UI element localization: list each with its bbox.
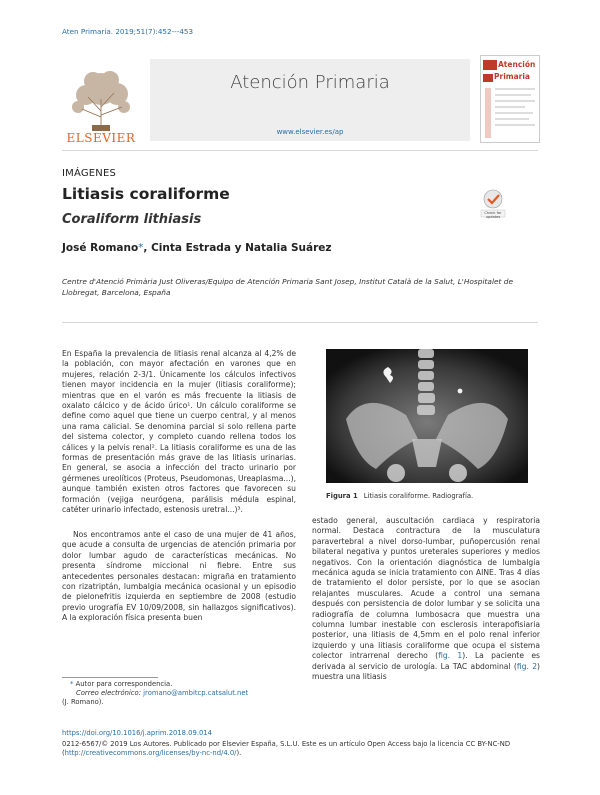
body-text: ). La paciente es derivada al servicio de urología. La TAC abdominal (	[312, 651, 540, 671]
radiograph-image	[326, 349, 528, 483]
author-first: José Romano	[62, 242, 139, 254]
header-divider	[62, 150, 538, 151]
figure-1-reference-link[interactable]: fig. 1	[438, 651, 463, 661]
license-text-end: ).	[236, 749, 242, 758]
footnote-email-label: Correo electrónico:	[76, 689, 141, 698]
check-updates-label: Check for updates	[484, 211, 502, 219]
correspondence-footnote	[62, 680, 302, 708]
author-list	[62, 242, 332, 254]
body-column-right	[312, 516, 540, 683]
author-email-link[interactable]: jromano@ambitcp.catsalut.net	[143, 689, 249, 698]
cover-title-bottom: Primaria	[494, 72, 530, 81]
affiliation-divider	[62, 322, 538, 323]
journal-cover-thumbnail	[480, 55, 540, 143]
section-label: IMÁGENES	[62, 168, 117, 179]
license-statement	[62, 740, 540, 759]
corresponding-author-marker[interactable]: *	[138, 242, 144, 254]
figure-1-caption	[326, 492, 536, 500]
body-column-left-bottom	[62, 530, 296, 624]
cover-title-top: Atención	[498, 60, 536, 69]
body-paragraph-2: Nos encontramos ante el caso de una mujer de 41 años, que acude a consulta de urgencias de atención primaria por dolor lumbar agudo de características mecánicas. No presenta síndrome miccional ni fiebre. Entre sus antecedentes personales destacan: migraña en tratamiento con rizatriptán, lumbalgia mecánica ocasional y un episodio de pielonefritis izquierda en septiembre de 2008 (estudio previo urografía EV 10/09/2008, sin hallazgos significativos). A la exploración física presenta buen	[62, 530, 296, 623]
figure-caption-text: Litiasis coraliforme. Radiografía.	[363, 492, 474, 500]
doi-link[interactable]: https://doi.org/10.1016/j.aprim.2018.09.014	[62, 729, 212, 737]
body-text: ) muestra una litiasis	[312, 661, 540, 682]
author-affiliation: Centre d'Atenció Primària Just Oliveras/Equipo de Atención Primaria Sant Josep, Institut Català de la Salut, L'Hospitalet de Llobregat, Barcelona, España	[62, 277, 514, 297]
figure-2-reference-link[interactable]: fig. 2	[516, 661, 538, 671]
footnote-marker: *	[70, 680, 74, 688]
footnote-divider	[62, 677, 158, 678]
author-rest: , Cinta Estrada y Natalia Suárez	[143, 242, 332, 254]
figure-1-radiograph	[326, 349, 528, 483]
publisher-name: ELSEVIER	[66, 131, 136, 145]
body-paragraph-3	[312, 516, 540, 683]
footnote-name: (J. Romano).	[62, 698, 104, 707]
license-text: 0212-6567/© 2019 Los Autores. Publicado por Elsevier España, S.L.U. Este es un artículo Open Access bajo la licencia CC BY-NC-ND (	[62, 740, 511, 758]
license-url-link[interactable]: http://creativecommons.org/licenses/by-nc-nd/4.0/	[64, 749, 237, 758]
article-title: Litiasis coraliforme	[62, 185, 230, 203]
check-for-updates-button[interactable]	[477, 187, 509, 219]
body-paragraph-1: En España la prevalencia de litiasis renal alcanza al 4,2% de la población, con mayor afectación en varones que en mujeres, relación 2-3/1. Únicamente los cálculos infectivos tienen mayor incidencia en la mujer (litiasis coraliforme); mientras que en el varón es más frecuente la litiasis de oxalato cálcico y de ácido úrico¹. Un cálculo coraliforme se define como aquel que tiene un cuerpo central, y al menos una rama calicial. Se denomina parcial si solo rellena parte del sistema colector, y completo cuando rellena todos los cálices y la pelvis renal². La litiasis coraliforme es una de las formas de presentación más grave de las litiasis urinarias. En general, se asocia a infección del tracto urinario por gérmenes ureolíticos (Proteus, Pseudomonas, Ureaplasma...), aunque también existen otros factores que favorecen su formación (vejiga neurógena, parálisis médula espinal, catéter urinario infectado, estenosis uretral...)³.	[62, 349, 296, 515]
article-subtitle: Coraliform lithiasis	[62, 212, 202, 227]
journal-url-link[interactable]: www.elsevier.es/ap	[276, 128, 344, 136]
body-text: estado general, auscultación cardiaca y respiratoria normal. Destaca contractura de la musculatura paravertebral a nivel dorso-lumbar, puñopercusión renal bilateral negativa y puntos ureterales superiores y medios negativos. Con la orientación diagnóstica de lumbalgia mecánica aguda se inicia tratamiento con AINE. Tras 4 días de tratamiento el dolor persiste, por lo que se asocian relajantes musculares. Acude a control una semana después con persistencia de dolor lumbar y se solicita una radiografía de columna lumbosacra que muestra una columna lumbar inestable con esclerosis interapofisiaria posterior, una litiasis de 4,5mm en el polo renal inferior izquierdo y una litiasis coraliforme que ocupa el sistema colector intrarrenal derecho (	[312, 516, 540, 661]
footnote-correspondence: Autor para correspondencia.	[75, 680, 173, 688]
figure-label: Figura 1	[326, 492, 358, 500]
body-column-left-top	[62, 349, 296, 516]
journal-name: Atención Primaria	[230, 72, 390, 93]
journal-citation: Aten Primaria. 2019;51(7):452---453	[62, 27, 194, 36]
